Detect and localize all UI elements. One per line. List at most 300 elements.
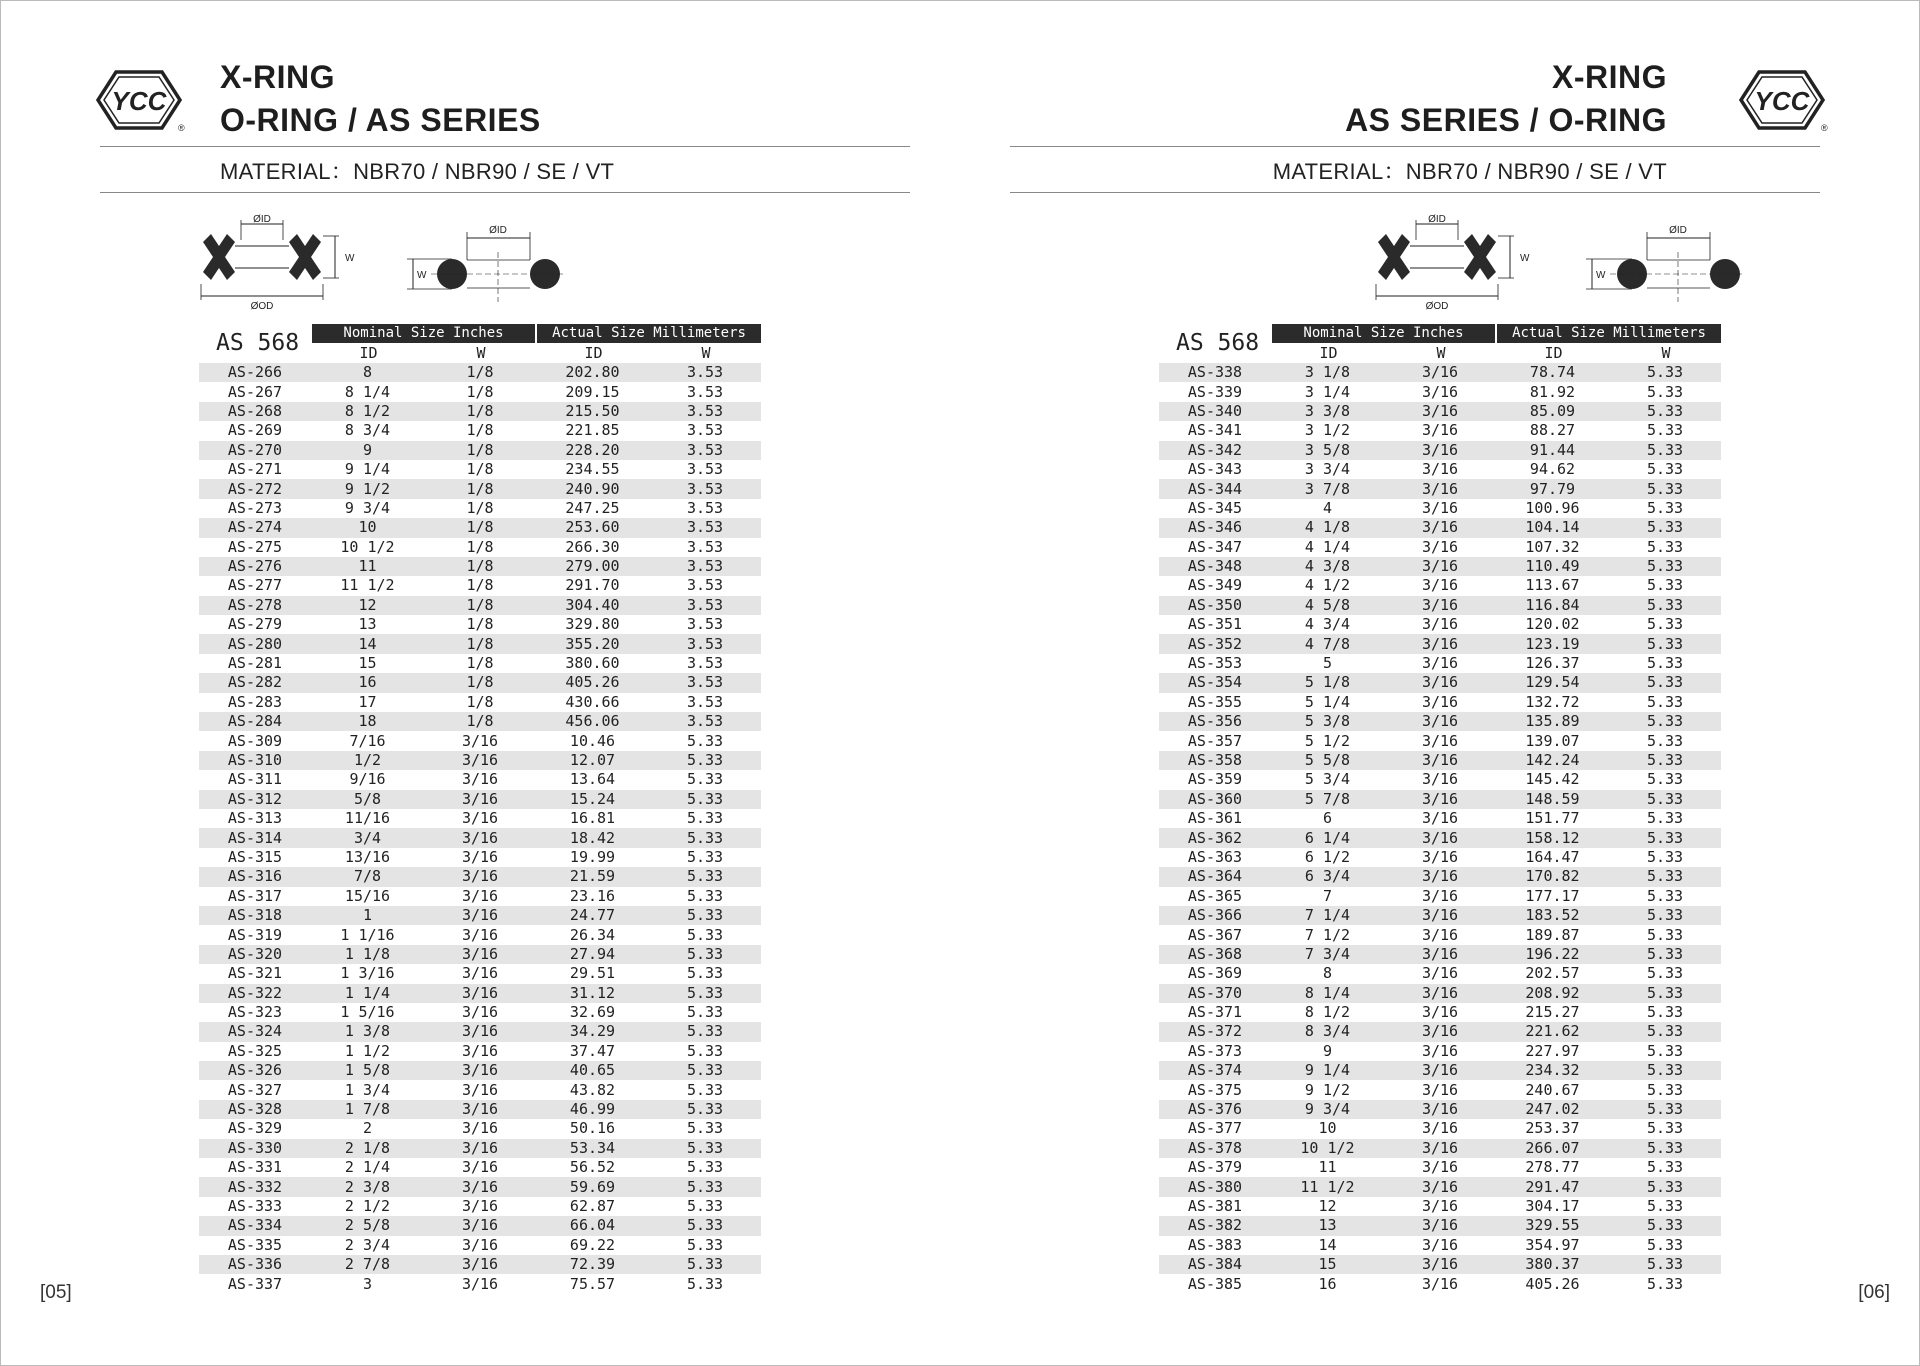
dash-number-cell: AS-385 <box>1159 1274 1271 1293</box>
table-row <box>1159 460 1721 479</box>
actual-w-cell: 5.33 <box>1609 576 1721 595</box>
nominal-w-cell: 1/8 <box>424 557 536 576</box>
table-row <box>199 1119 761 1138</box>
table-row <box>199 615 761 634</box>
actual-w-cell: 5.33 <box>1609 790 1721 809</box>
actual-w-cell: 5.33 <box>649 1100 761 1119</box>
table-row <box>199 693 761 712</box>
nominal-w-cell: 3/16 <box>424 1274 536 1293</box>
dash-number-cell: AS-380 <box>1159 1177 1271 1196</box>
dash-number-cell: AS-346 <box>1159 518 1271 537</box>
dash-number-cell: AS-315 <box>199 848 311 867</box>
actual-w-cell: 5.33 <box>649 925 761 944</box>
dash-number-cell: AS-366 <box>1159 906 1271 925</box>
nominal-w-cell: 3/16 <box>1384 1274 1496 1293</box>
actual-w-cell: 3.53 <box>649 402 761 421</box>
nominal-w-cell: 1/8 <box>424 460 536 479</box>
table-row <box>199 421 761 440</box>
table-row <box>1159 809 1721 828</box>
nominal-w-cell: 3/16 <box>424 1119 536 1138</box>
nominal-w-cell: 3/16 <box>1384 848 1496 867</box>
nominal-w-cell: 3/16 <box>1384 402 1496 421</box>
table-row <box>199 1022 761 1041</box>
nominal-id-cell: 1 1/4 <box>311 984 424 1003</box>
dash-number-cell: AS-364 <box>1159 867 1271 886</box>
table-row <box>1159 712 1721 731</box>
actual-w-cell: 5.33 <box>1609 557 1721 576</box>
dash-number-cell: AS-375 <box>1159 1080 1271 1099</box>
nominal-w-cell: 3/16 <box>424 1255 536 1274</box>
col-actual-w: W <box>701 344 711 362</box>
table-row <box>1159 673 1721 692</box>
actual-id-cell: 94.62 <box>1496 460 1609 479</box>
actual-id-cell: 40.65 <box>536 1061 649 1080</box>
nominal-id-cell: 4 3/8 <box>1271 557 1384 576</box>
ring-cross-section-diagram <box>195 212 575 312</box>
table-row <box>1159 654 1721 673</box>
actual-id-cell: 31.12 <box>536 984 649 1003</box>
nominal-id-cell: 11 1/2 <box>311 576 424 595</box>
actual-id-cell: 253.60 <box>536 518 649 537</box>
actual-id-cell: 228.20 <box>536 441 649 460</box>
actual-w-cell: 5.33 <box>649 751 761 770</box>
dash-number-cell: AS-329 <box>199 1119 311 1138</box>
actual-id-cell: 69.22 <box>536 1236 649 1255</box>
actual-id-cell: 430.66 <box>536 693 649 712</box>
dash-number-cell: AS-384 <box>1159 1255 1271 1274</box>
actual-id-cell: 380.60 <box>536 654 649 673</box>
dash-number-cell: AS-275 <box>199 538 311 557</box>
dash-number-cell: AS-373 <box>1159 1042 1271 1061</box>
nominal-id-cell: 5/8 <box>311 790 424 809</box>
actual-w-cell: 5.33 <box>1609 1216 1721 1235</box>
actual-id-cell: 215.27 <box>1496 1003 1609 1022</box>
table-row <box>1159 1236 1721 1255</box>
table-row <box>1159 1139 1721 1158</box>
actual-id-cell: 355.20 <box>536 634 649 653</box>
nominal-w-cell: 3/16 <box>1384 1158 1496 1177</box>
dash-number-cell: AS-368 <box>1159 945 1271 964</box>
actual-w-cell: 5.33 <box>1609 1177 1721 1196</box>
table-row <box>199 809 761 828</box>
actual-w-cell: 3.53 <box>649 479 761 498</box>
ring-cross-section-diagram <box>1370 212 1750 312</box>
dash-number-cell: AS-361 <box>1159 809 1271 828</box>
nominal-w-cell: 1/8 <box>424 693 536 712</box>
actual-id-cell: 91.44 <box>1496 441 1609 460</box>
actual-id-cell: 19.99 <box>536 848 649 867</box>
actual-w-cell: 5.33 <box>1609 1042 1721 1061</box>
actual-w-cell: 5.33 <box>1609 1003 1721 1022</box>
actual-id-cell: 266.07 <box>1496 1139 1609 1158</box>
actual-id-cell: 85.09 <box>1496 402 1609 421</box>
nominal-id-cell: 3 3/4 <box>1271 460 1384 479</box>
title-line-2: AS SERIES / O-RING <box>1345 102 1667 138</box>
actual-id-cell: 56.52 <box>536 1158 649 1177</box>
actual-w-cell: 3.53 <box>649 557 761 576</box>
nominal-w-cell: 3/16 <box>424 1022 536 1041</box>
actual-id-cell: 278.77 <box>1496 1158 1609 1177</box>
nominal-w-cell: 3/16 <box>424 964 536 983</box>
dash-number-cell: AS-335 <box>199 1236 311 1255</box>
nominal-w-cell: 3/16 <box>1384 421 1496 440</box>
actual-id-cell: 110.49 <box>1496 557 1609 576</box>
actual-id-cell: 78.74 <box>1496 363 1609 382</box>
actual-w-cell: 3.53 <box>649 712 761 731</box>
actual-id-cell: 380.37 <box>1496 1255 1609 1274</box>
col-nominal-w: W <box>476 344 486 362</box>
nominal-w-cell: 1/8 <box>424 518 536 537</box>
dash-number-cell: AS-272 <box>199 479 311 498</box>
dash-number-cell: AS-268 <box>199 402 311 421</box>
actual-id-cell: 405.26 <box>536 673 649 692</box>
actual-w-cell: 5.33 <box>1609 1197 1721 1216</box>
size-table <box>199 363 761 1294</box>
table-row <box>199 906 761 925</box>
actual-id-cell: 221.85 <box>536 421 649 440</box>
dash-number-cell: AS-343 <box>1159 460 1271 479</box>
actual-w-cell: 3.53 <box>649 615 761 634</box>
nominal-id-cell: 7 <box>1271 887 1384 906</box>
dash-number-cell: AS-331 <box>199 1158 311 1177</box>
table-row <box>199 673 761 692</box>
table-row <box>1159 887 1721 906</box>
actual-w-cell: 5.33 <box>649 964 761 983</box>
dash-number-cell: AS-266 <box>199 363 311 382</box>
nominal-w-cell: 1/8 <box>424 673 536 692</box>
nominal-id-cell: 9/16 <box>311 770 424 789</box>
actual-id-cell: 46.99 <box>536 1100 649 1119</box>
nominal-w-cell: 3/16 <box>1384 615 1496 634</box>
nominal-id-cell: 2 5/8 <box>311 1216 424 1235</box>
actual-id-cell: 81.92 <box>1496 382 1609 401</box>
nominal-w-cell: 3/16 <box>1384 363 1496 382</box>
actual-id-cell: 126.37 <box>1496 654 1609 673</box>
nominal-id-cell: 8 <box>1271 964 1384 983</box>
actual-id-cell: 329.55 <box>1496 1216 1609 1235</box>
actual-id-cell: 116.84 <box>1496 596 1609 615</box>
table-row <box>199 964 761 983</box>
table-row <box>199 654 761 673</box>
actual-w-cell: 5.33 <box>1609 731 1721 750</box>
nominal-w-cell: 3/16 <box>1384 1022 1496 1041</box>
material-label: MATERIAL：NBR70 / NBR90 / SE / VT <box>1272 159 1667 184</box>
table-row <box>1159 634 1721 653</box>
actual-w-cell: 3.53 <box>649 634 761 653</box>
nominal-w-cell: 3/16 <box>1384 925 1496 944</box>
actual-w-cell: 3.53 <box>649 441 761 460</box>
nominal-id-cell: 9 3/4 <box>311 499 424 518</box>
nominal-id-cell: 7 3/4 <box>1271 945 1384 964</box>
actual-id-cell: 221.62 <box>1496 1022 1609 1041</box>
nominal-id-cell: 5 7/8 <box>1271 790 1384 809</box>
nominal-w-cell: 3/16 <box>424 731 536 750</box>
actual-id-cell: 354.97 <box>1496 1236 1609 1255</box>
right-page <box>960 0 1920 1366</box>
dash-number-cell: AS-318 <box>199 906 311 925</box>
nominal-w-cell: 3/16 <box>1384 867 1496 886</box>
nominal-w-cell: 3/16 <box>1384 499 1496 518</box>
table-row <box>199 363 761 382</box>
dash-number-cell: AS-371 <box>1159 1003 1271 1022</box>
table-row <box>1159 1216 1721 1235</box>
nominal-w-cell: 3/16 <box>1384 382 1496 401</box>
actual-w-cell: 5.33 <box>1609 770 1721 789</box>
dash-number-cell: AS-279 <box>199 615 311 634</box>
actual-w-cell: 5.33 <box>1609 421 1721 440</box>
actual-w-cell: 5.33 <box>1609 538 1721 557</box>
nominal-w-cell: 3/16 <box>424 1003 536 1022</box>
col-nominal-id: ID <box>359 344 378 362</box>
nominal-w-cell: 3/16 <box>1384 441 1496 460</box>
nominal-id-cell: 1/2 <box>311 751 424 770</box>
actual-id-cell: 208.92 <box>1496 984 1609 1003</box>
nominal-id-cell: 2 7/8 <box>311 1255 424 1274</box>
dash-number-cell: AS-278 <box>199 596 311 615</box>
dash-number-cell: AS-377 <box>1159 1119 1271 1138</box>
dash-number-cell: AS-382 <box>1159 1216 1271 1235</box>
actual-w-cell: 5.33 <box>1609 1080 1721 1099</box>
actual-id-cell: 72.39 <box>536 1255 649 1274</box>
actual-w-cell: 5.33 <box>1609 518 1721 537</box>
dash-number-cell: AS-333 <box>199 1197 311 1216</box>
actual-w-cell: 5.33 <box>649 1216 761 1235</box>
dash-number-cell: AS-271 <box>199 460 311 479</box>
table-row <box>199 1236 761 1255</box>
table-row <box>1159 1119 1721 1138</box>
nominal-id-cell: 7/16 <box>311 731 424 750</box>
nominal-w-cell: 3/16 <box>1384 460 1496 479</box>
nominal-id-cell: 9 1/2 <box>311 479 424 498</box>
svg-text:W: W <box>1520 253 1530 264</box>
table-row <box>1159 1042 1721 1061</box>
table-row <box>199 712 761 731</box>
nominal-id-cell: 10 <box>1271 1119 1384 1138</box>
nominal-id-cell: 5 5/8 <box>1271 751 1384 770</box>
nominal-id-cell: 7/8 <box>311 867 424 886</box>
nominal-id-cell: 5 3/8 <box>1271 712 1384 731</box>
nominal-id-cell: 8 <box>311 363 424 382</box>
nominal-w-cell: 3/16 <box>1384 1100 1496 1119</box>
actual-w-cell: 5.33 <box>649 1022 761 1041</box>
table-row <box>1159 1080 1721 1099</box>
actual-id-cell: 129.54 <box>1496 673 1609 692</box>
nominal-id-cell: 1 1/8 <box>311 945 424 964</box>
table-row <box>1159 538 1721 557</box>
nominal-id-cell: 4 7/8 <box>1271 634 1384 653</box>
o-ring-diagram <box>407 225 565 302</box>
nominal-id-cell: 13 <box>311 615 424 634</box>
actual-w-cell: 5.33 <box>1609 499 1721 518</box>
nominal-id-cell: 8 1/2 <box>1271 1003 1384 1022</box>
dash-number-cell: AS-359 <box>1159 770 1271 789</box>
actual-w-cell: 5.33 <box>649 1061 761 1080</box>
actual-id-cell: 142.24 <box>1496 751 1609 770</box>
title-line-1: X-RING <box>1552 59 1667 95</box>
nominal-w-cell: 1/8 <box>424 654 536 673</box>
nominal-w-cell: 3/16 <box>1384 712 1496 731</box>
nominal-w-cell: 3/16 <box>424 1177 536 1196</box>
table-row <box>199 751 761 770</box>
dash-number-cell: AS-327 <box>199 1080 311 1099</box>
actual-w-cell: 5.33 <box>1609 964 1721 983</box>
table-row <box>1159 499 1721 518</box>
nominal-id-cell: 3/4 <box>311 828 424 847</box>
nominal-id-cell: 1 5/16 <box>311 1003 424 1022</box>
nominal-id-cell: 3 7/8 <box>1271 479 1384 498</box>
registered-mark: ® <box>178 123 185 133</box>
actual-id-cell: 10.46 <box>536 731 649 750</box>
nominal-id-cell: 9 1/2 <box>1271 1080 1384 1099</box>
table-row <box>199 1003 761 1022</box>
size-table <box>1159 363 1721 1294</box>
actual-w-cell: 5.33 <box>1609 1061 1721 1080</box>
nominal-w-cell: 3/16 <box>424 828 536 847</box>
dash-number-cell: AS-325 <box>199 1042 311 1061</box>
actual-id-cell: 97.79 <box>1496 479 1609 498</box>
actual-id-cell: 132.72 <box>1496 693 1609 712</box>
table-row <box>1159 1022 1721 1041</box>
actual-id-cell: 88.27 <box>1496 421 1609 440</box>
nominal-w-cell: 3/16 <box>1384 673 1496 692</box>
nominal-id-cell: 4 1/8 <box>1271 518 1384 537</box>
table-row <box>1159 1061 1721 1080</box>
table-row <box>199 1255 761 1274</box>
nominal-id-cell: 14 <box>311 634 424 653</box>
nominal-id-cell: 18 <box>311 712 424 731</box>
table-row <box>1159 1177 1721 1196</box>
actual-id-cell: 234.55 <box>536 460 649 479</box>
nominal-id-cell: 4 5/8 <box>1271 596 1384 615</box>
nominal-id-cell: 2 <box>311 1119 424 1138</box>
actual-w-cell: 5.33 <box>649 1274 761 1293</box>
nominal-w-cell: 1/8 <box>424 479 536 498</box>
table-row <box>1159 363 1721 382</box>
table-row <box>199 479 761 498</box>
actual-size-header: Actual Size Millimeters <box>537 324 761 343</box>
nominal-w-cell: 3/16 <box>424 1236 536 1255</box>
nominal-w-cell: 3/16 <box>1384 1216 1496 1235</box>
table-row <box>199 867 761 886</box>
svg-text:W: W <box>345 253 355 264</box>
actual-id-cell: 43.82 <box>536 1080 649 1099</box>
table-row <box>199 518 761 537</box>
nominal-w-cell: 3/16 <box>1384 751 1496 770</box>
dash-number-cell: AS-270 <box>199 441 311 460</box>
dash-number-cell: AS-280 <box>199 634 311 653</box>
actual-id-cell: 196.22 <box>1496 945 1609 964</box>
actual-w-cell: 5.33 <box>1609 1100 1721 1119</box>
dash-number-cell: AS-383 <box>1159 1236 1271 1255</box>
svg-text:W: W <box>1596 270 1606 281</box>
table-row <box>199 1139 761 1158</box>
svg-text:ØID: ØID <box>489 225 507 236</box>
actual-id-cell: 291.70 <box>536 576 649 595</box>
actual-id-cell: 151.77 <box>1496 809 1609 828</box>
actual-w-cell: 5.33 <box>1609 382 1721 401</box>
nominal-w-cell: 3/16 <box>1384 634 1496 653</box>
nominal-id-cell: 5 3/4 <box>1271 770 1384 789</box>
table-row <box>199 1177 761 1196</box>
nominal-id-cell: 5 1/2 <box>1271 731 1384 750</box>
dash-number-cell: AS-316 <box>199 867 311 886</box>
table-row <box>1159 441 1721 460</box>
dash-number-cell: AS-277 <box>199 576 311 595</box>
nominal-id-cell: 3 1/4 <box>1271 382 1384 401</box>
nominal-w-cell: 3/16 <box>1384 557 1496 576</box>
nominal-id-cell: 11 <box>311 557 424 576</box>
nominal-w-cell: 1/8 <box>424 441 536 460</box>
actual-id-cell: 158.12 <box>1496 828 1609 847</box>
page-number: [05] <box>40 1282 72 1303</box>
dash-number-cell: AS-324 <box>199 1022 311 1041</box>
svg-text:W: W <box>417 270 427 281</box>
table-row <box>1159 848 1721 867</box>
dash-number-cell: AS-378 <box>1159 1139 1271 1158</box>
actual-id-cell: 23.16 <box>536 887 649 906</box>
nominal-id-cell: 14 <box>1271 1236 1384 1255</box>
table-row <box>1159 731 1721 750</box>
actual-id-cell: 59.69 <box>536 1177 649 1196</box>
nominal-w-cell: 3/16 <box>424 809 536 828</box>
nominal-id-cell: 1 3/16 <box>311 964 424 983</box>
nominal-id-cell: 11 <box>1271 1158 1384 1177</box>
nominal-id-cell: 7 1/2 <box>1271 925 1384 944</box>
actual-w-cell: 5.33 <box>1609 1022 1721 1041</box>
dash-number-cell: AS-352 <box>1159 634 1271 653</box>
dash-number-cell: AS-269 <box>199 421 311 440</box>
actual-id-cell: 202.80 <box>536 363 649 382</box>
actual-id-cell: 15.24 <box>536 790 649 809</box>
col-actual-id: ID <box>1544 344 1563 362</box>
actual-id-cell: 139.07 <box>1496 731 1609 750</box>
dash-number-cell: AS-340 <box>1159 402 1271 421</box>
nominal-w-cell: 1/8 <box>424 363 536 382</box>
actual-w-cell: 5.33 <box>649 1003 761 1022</box>
table-row <box>1159 867 1721 886</box>
actual-id-cell: 202.57 <box>1496 964 1609 983</box>
actual-w-cell: 5.33 <box>649 906 761 925</box>
actual-w-cell: 5.33 <box>1609 945 1721 964</box>
dash-number-cell: AS-276 <box>199 557 311 576</box>
nominal-w-cell: 3/16 <box>424 867 536 886</box>
actual-w-cell: 5.33 <box>649 1139 761 1158</box>
col-nominal-w: W <box>1436 344 1446 362</box>
nominal-id-cell: 4 1/4 <box>1271 538 1384 557</box>
nominal-w-cell: 1/8 <box>424 421 536 440</box>
table-row <box>1159 984 1721 1003</box>
dash-number-cell: AS-349 <box>1159 576 1271 595</box>
column-subheaders <box>312 344 762 363</box>
nominal-w-cell: 3/16 <box>424 984 536 1003</box>
nominal-id-cell: 9 <box>1271 1042 1384 1061</box>
nominal-id-cell: 1 <box>311 906 424 925</box>
actual-id-cell: 113.67 <box>1496 576 1609 595</box>
actual-w-cell: 5.33 <box>649 887 761 906</box>
actual-w-cell: 5.33 <box>1609 887 1721 906</box>
nominal-w-cell: 1/8 <box>424 634 536 653</box>
actual-w-cell: 5.33 <box>1609 809 1721 828</box>
dash-number-cell: AS-356 <box>1159 712 1271 731</box>
nominal-w-cell: 3/16 <box>1384 964 1496 983</box>
nominal-w-cell: 3/16 <box>1384 1119 1496 1138</box>
table-row <box>199 925 761 944</box>
table-row <box>1159 1158 1721 1177</box>
actual-id-cell: 120.02 <box>1496 615 1609 634</box>
table-row <box>199 984 761 1003</box>
actual-size-header: Actual Size Millimeters <box>1497 324 1721 343</box>
dash-number-cell: AS-332 <box>199 1177 311 1196</box>
